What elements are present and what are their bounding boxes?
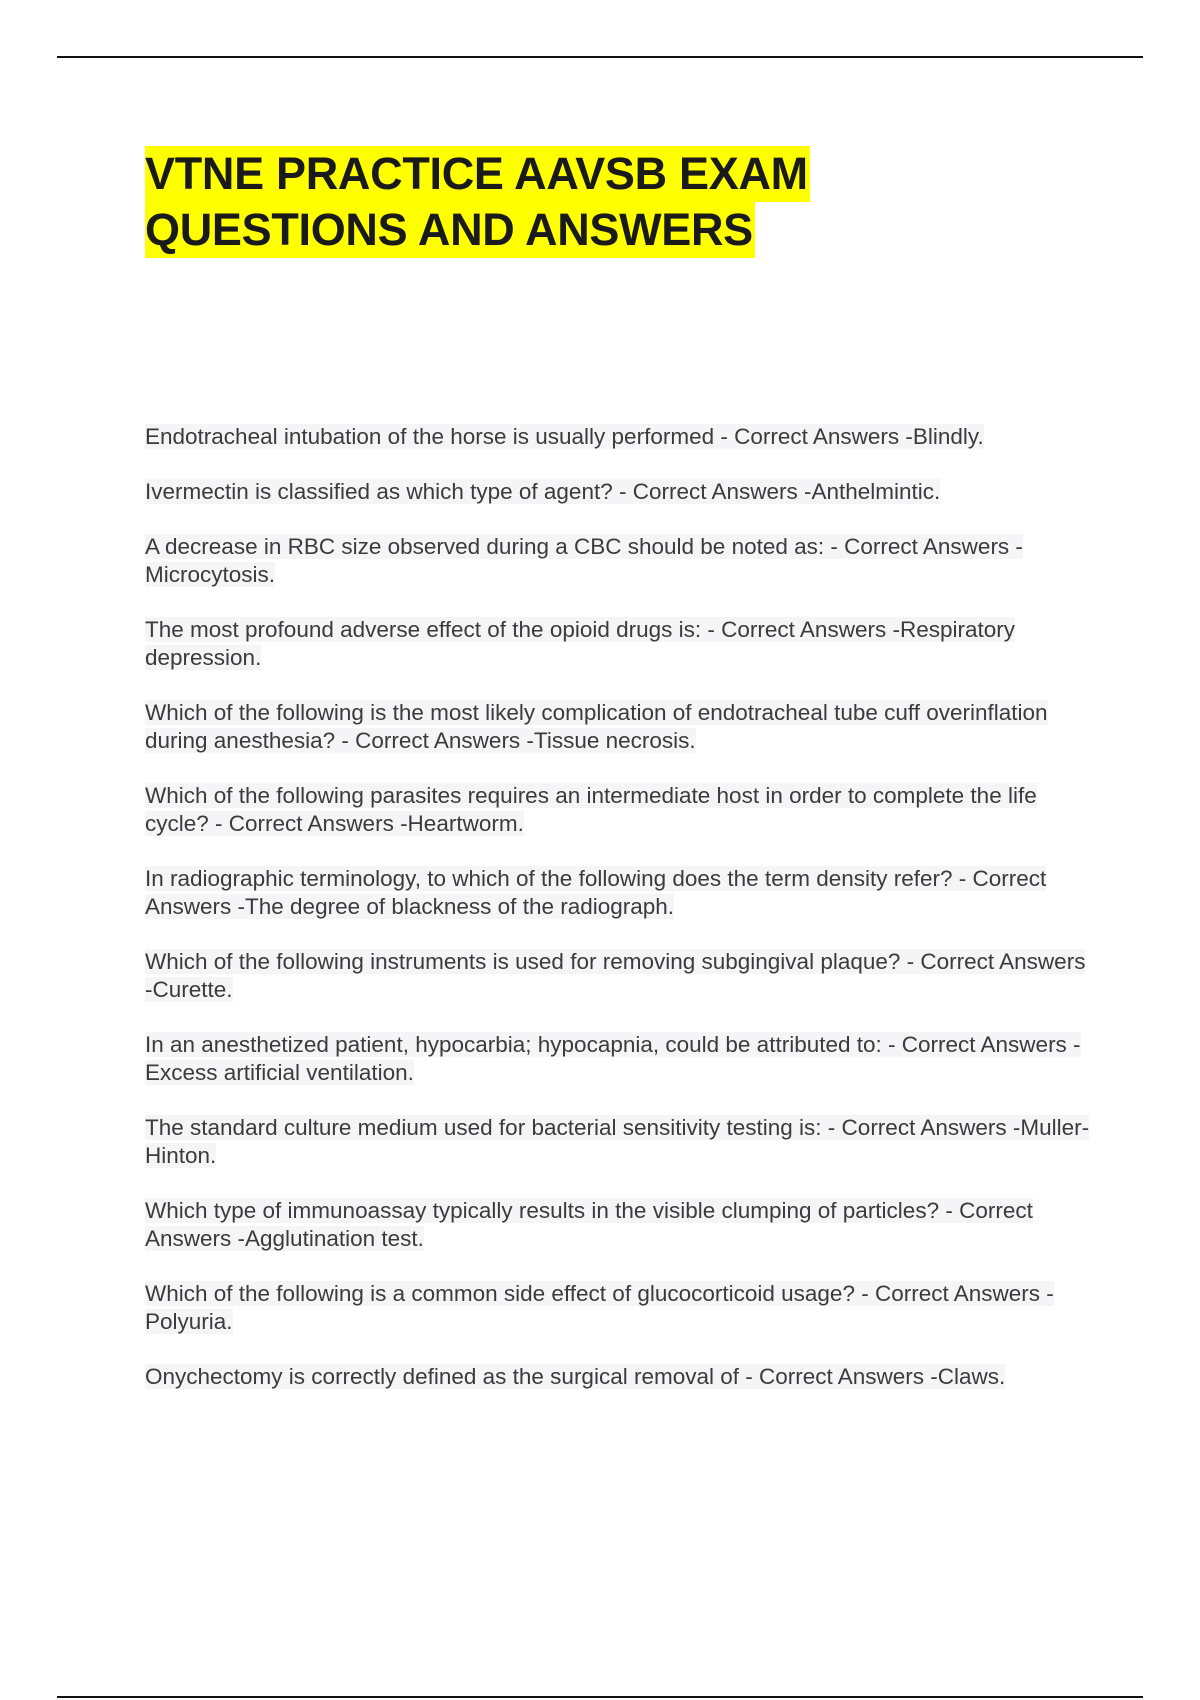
list-item — [145, 865, 1090, 921]
qa-text: In radiographic terminology, to which of the following does the term density refer? - Correct Answers -The degree of blackness of the radiograph. — [145, 866, 1047, 919]
qa-text: The standard culture medium used for bacterial sensitivity testing is: - Correct Answers -Muller-Hinton. — [145, 1115, 1090, 1168]
question-answer-list — [145, 423, 1090, 1418]
qa-text: Ivermectin is classified as which type of agent? - Correct Answers -Anthelmintic. — [145, 479, 941, 504]
list-item — [145, 423, 1090, 451]
list-item — [145, 533, 1090, 589]
list-item — [145, 782, 1090, 838]
qa-text: Which of the following is the most likely complication of endotracheal tube cuff overinflation during anesthesia? - Correct Answers -Tissue necrosis. — [145, 700, 1048, 753]
list-item — [145, 1031, 1090, 1087]
qa-text: Endotracheal intubation of the horse is usually performed - Correct Answers -Blindly. — [145, 424, 984, 449]
list-item — [145, 616, 1090, 672]
qa-text: Which of the following parasites requires an intermediate host in order to complete the life cycle? - Correct Answers -Heartworm. — [145, 783, 1037, 836]
list-item — [145, 1363, 1090, 1391]
qa-text: Which of the following is a common side effect of glucocorticoid usage? - Correct Answers -Polyuria. — [145, 1281, 1054, 1334]
list-item — [145, 1197, 1090, 1253]
qa-text: Which type of immunoassay typically results in the visible clumping of particles? - Correct Answers -Agglutination test. — [145, 1198, 1033, 1251]
qa-text: In an anesthetized patient, hypocarbia; hypocapnia, could be attributed to: - Correct Answers -Excess artificial ventilation. — [145, 1032, 1081, 1085]
qa-text: The most profound adverse effect of the opioid drugs is: - Correct Answers -Respiratory depression. — [145, 617, 1015, 670]
qa-text: Onychectomy is correctly defined as the surgical removal of - Correct Answers -Claws. — [145, 1364, 1006, 1389]
list-item — [145, 478, 1090, 506]
top-rule — [57, 56, 1143, 58]
list-item — [145, 1114, 1090, 1170]
list-item — [145, 948, 1090, 1004]
qa-text: A decrease in RBC size observed during a CBC should be noted as: - Correct Answers -Microcytosis. — [145, 534, 1023, 587]
list-item — [145, 699, 1090, 755]
title-line-1: VTNE PRACTICE AAVSB EXAM — [145, 146, 810, 202]
bottom-rule — [57, 1696, 1143, 1698]
qa-text: Which of the following instruments is used for removing subgingival plaque? - Correct Answers -Curette. — [145, 949, 1086, 1002]
list-item — [145, 1280, 1090, 1336]
document-title — [145, 146, 1105, 258]
title-line-2: QUESTIONS AND ANSWERS — [145, 202, 755, 258]
